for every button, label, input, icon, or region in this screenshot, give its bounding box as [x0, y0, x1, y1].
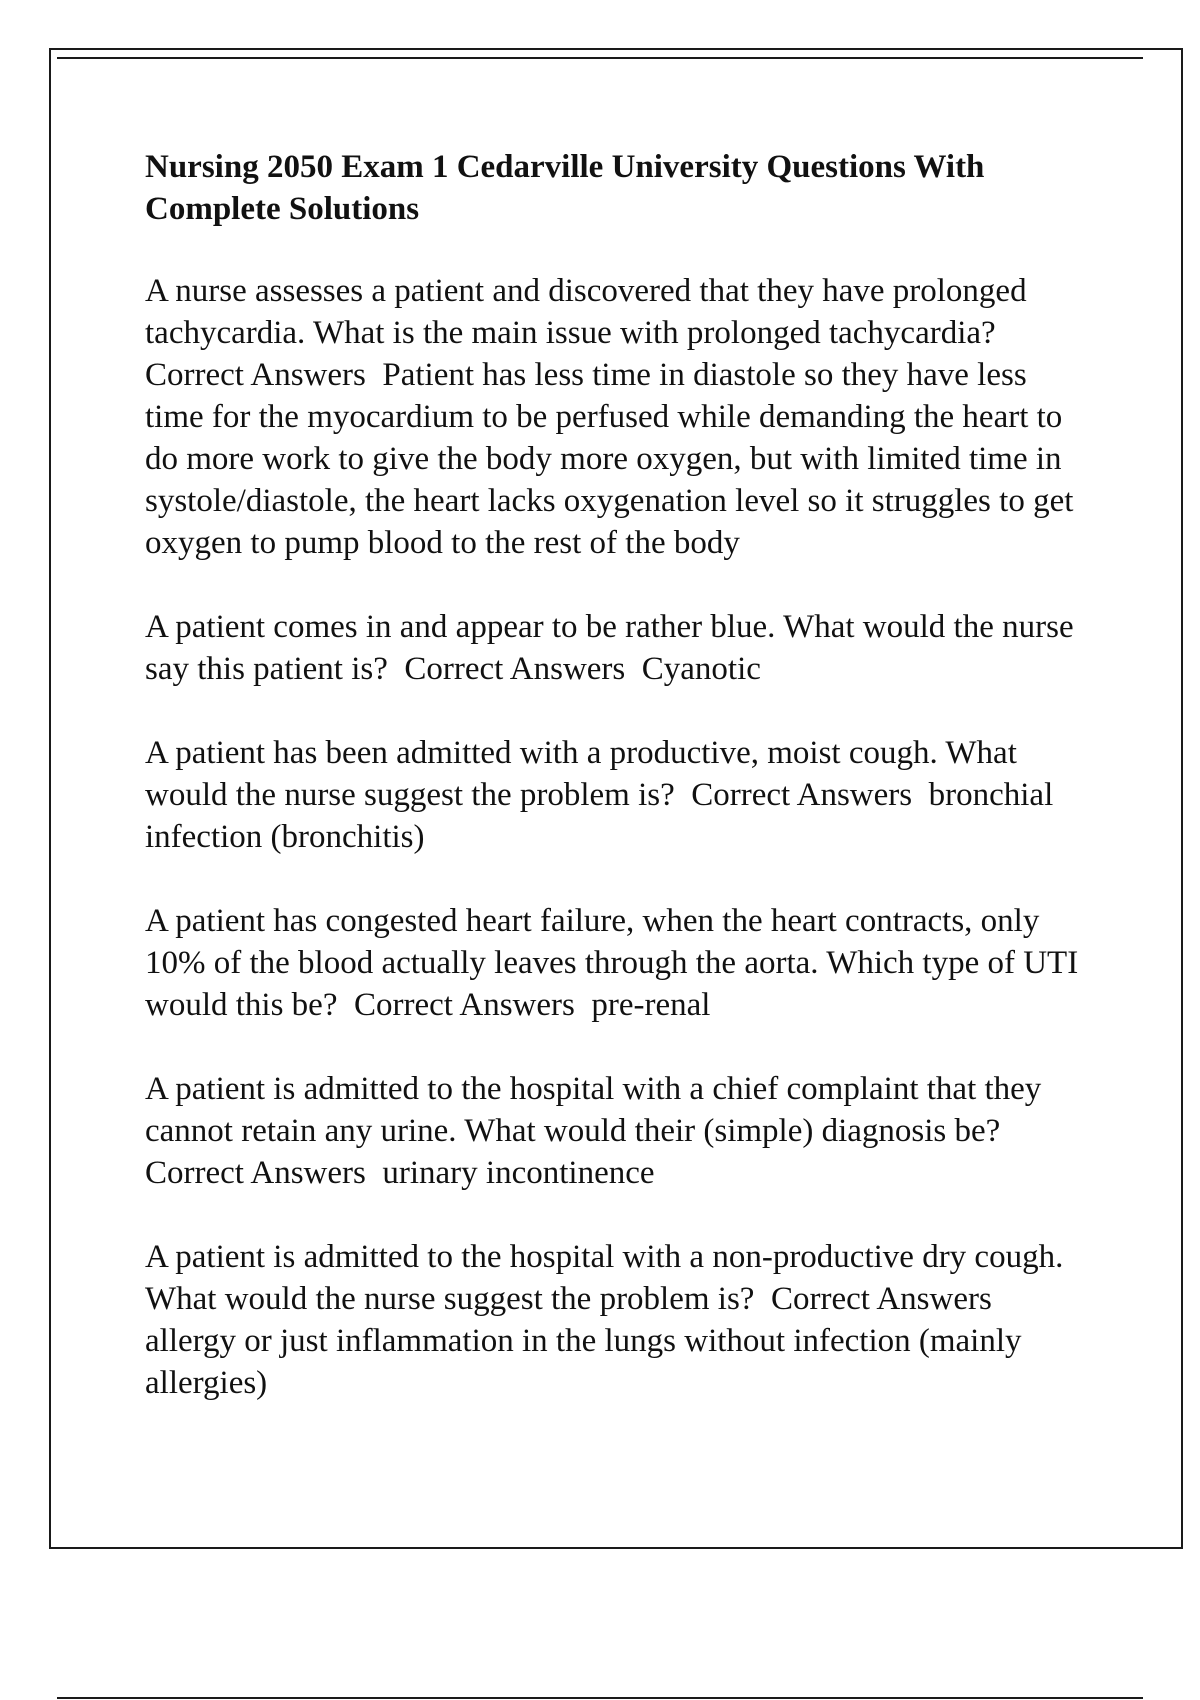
document-title: Nursing 2050 Exam 1 Cedarville University Questions With Complete Solutions	[145, 149, 985, 227]
answer-label: Correct Answers	[404, 651, 626, 687]
answer-text: Cyanotic	[641, 651, 761, 687]
answer-label: Correct Answers	[145, 357, 366, 393]
qa-entry	[145, 1236, 1085, 1404]
document-body	[145, 146, 1085, 1446]
qa-entry	[145, 270, 1085, 564]
qa-entry	[145, 1068, 1085, 1194]
answer-label: Correct Answers	[353, 987, 575, 1023]
answer-label: Correct Answers	[691, 777, 913, 813]
question-text: A patient has been admitted with a productive, moist cough. What would the nurse suggest the problem is?	[145, 735, 1017, 813]
answer-text: pre-renal	[591, 987, 711, 1023]
question-text: A patient is admitted to the hospital with a chief complaint that they cannot retain any urine. What would their (simple) diagnosis be?	[145, 1071, 1042, 1149]
answer-text: Patient has less time in diastole so they have less time for the myocardium to be perfused while demanding the heart to do more work to give the body more oxygen, but with limited time in systole/diastole, the heart lacks oxygenation level so it struggles to get oxygen to pump blood to the rest of the body	[145, 357, 1074, 561]
answer-label: Correct Answers	[145, 1155, 366, 1191]
answer-text: urinary incontinence	[382, 1155, 655, 1191]
qa-entry	[145, 732, 1085, 858]
qa-entry	[145, 606, 1085, 690]
footer-rule	[57, 1697, 1143, 1699]
qa-entry	[145, 900, 1085, 1026]
question-text: A patient comes in and appear to be rather blue. What would the nurse say this patient is?	[145, 609, 1074, 687]
question-text: A nurse assesses a patient and discovered that they have prolonged tachycardia. What is the main issue with prolonged tachycardia?	[145, 273, 1027, 351]
question-text: A patient has congested heart failure, when the heart contracts, only 10% of the blood actually leaves through the aorta. Which type of UTI would this be?	[145, 903, 1079, 1023]
header-rule	[57, 57, 1143, 59]
question-text: A patient is admitted to the hospital with a non-productive dry cough. What would the nurse suggest the problem is?	[145, 1239, 1064, 1317]
answer-text: allergy or just inflammation in the lungs without infection (mainly allergies)	[145, 1323, 1022, 1401]
answer-label: Correct Answers	[770, 1281, 992, 1317]
answer-text: bronchial infection (bronchitis)	[145, 777, 1054, 855]
